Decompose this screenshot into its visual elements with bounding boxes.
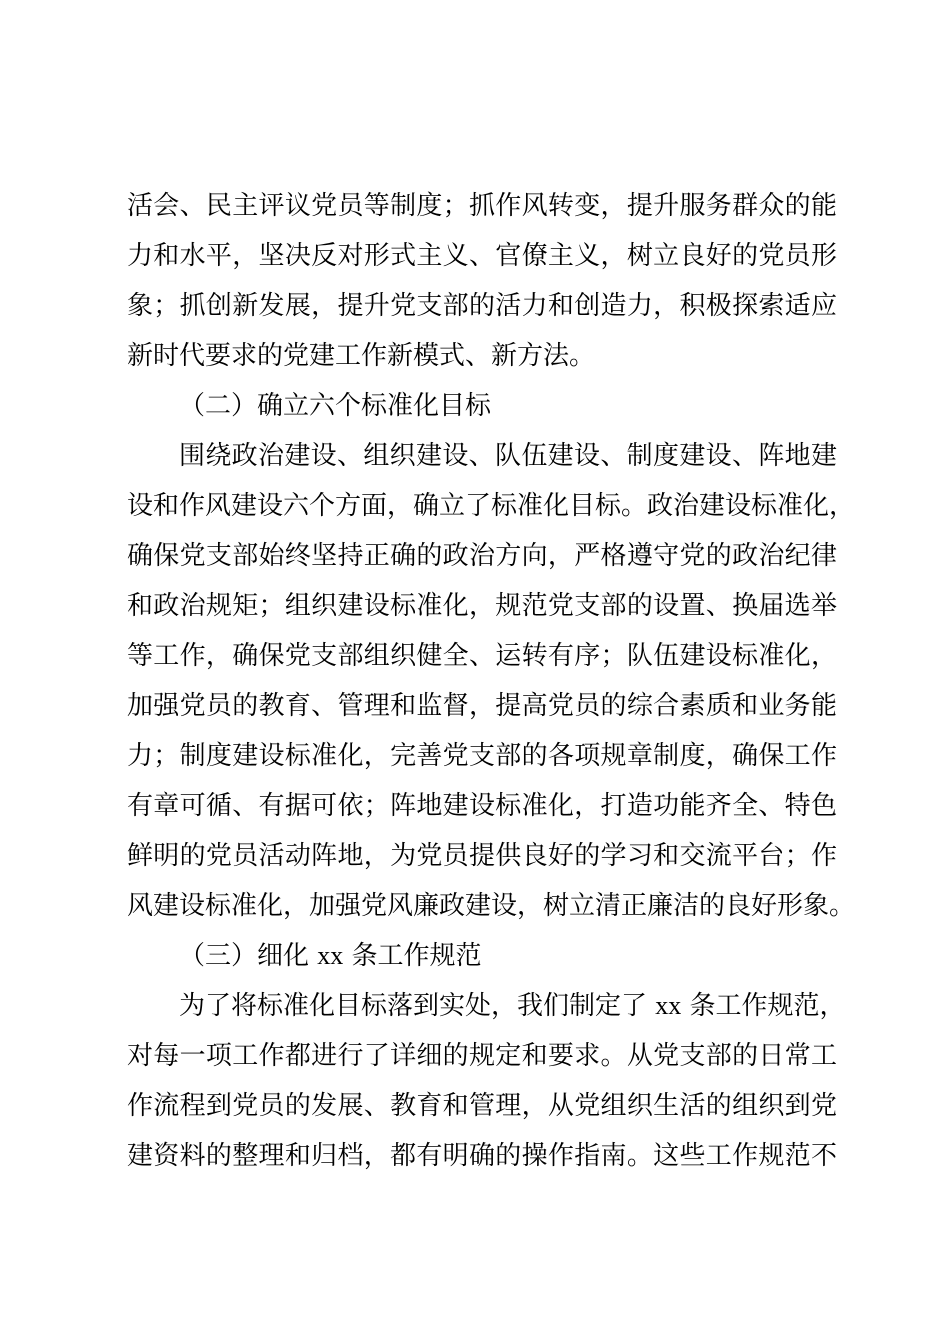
text-line: 风建设标准化，加强党风廉政建设，树立清正廉洁的良好形象。	[127, 891, 856, 921]
text-line: 确保党支部始终坚持正确的政治方向，严格遵守党的政治纪律	[127, 541, 837, 571]
text-line: （二）确立六个标准化目标	[179, 391, 492, 421]
text-line: 有章可循、有据可依；阵地建设标准化，打造功能齐全、特色	[127, 791, 837, 821]
text-line: 等工作，确保党支部组织健全、运转有序；队伍建设标准化，	[127, 641, 837, 671]
text-line: 加强党员的教育、管理和监督，提高党员的综合素质和业务能	[127, 691, 837, 721]
text-line: 力和水平，坚决反对形式主义、官僚主义，树立良好的党员形	[127, 241, 837, 271]
text-line: 设和作风建设六个方面，确立了标准化目标。政治建设标准化，	[127, 491, 856, 521]
text-line: 建资料的整理和归档，都有明确的操作指南。这些工作规范不	[127, 1141, 837, 1171]
text-line: 新时代要求的党建工作新模式、新方法。	[127, 341, 596, 371]
text-line: （三）细化 xx 条工作规范	[179, 941, 482, 971]
text-line: 力；制度建设标准化，完善党支部的各项规章制度，确保工作	[127, 741, 837, 771]
text-line: 对每一项工作都进行了详细的规定和要求。从党支部的日常工	[127, 1041, 837, 1071]
text-line: 鲜明的党员活动阵地，为党员提供良好的学习和交流平台；作	[127, 841, 837, 871]
text-line: 作流程到党员的发展、教育和管理，从党组织生活的组织到党	[127, 1091, 837, 1121]
text-line: 象；抓创新发展，提升党支部的活力和创造力，积极探索适应	[127, 291, 837, 321]
text-line: 和政治规矩；组织建设标准化，规范党支部的设置、换届选举	[127, 591, 837, 621]
text-line: 围绕政治建设、组织建设、队伍建设、制度建设、阵地建	[179, 441, 837, 471]
text-line: 为了将标准化目标落到实处，我们制定了 xx 条工作规范，	[179, 991, 846, 1021]
text-line: 活会、民主评议党员等制度；抓作风转变，提升服务群众的能	[127, 191, 837, 221]
document-body	[127, 181, 856, 1181]
